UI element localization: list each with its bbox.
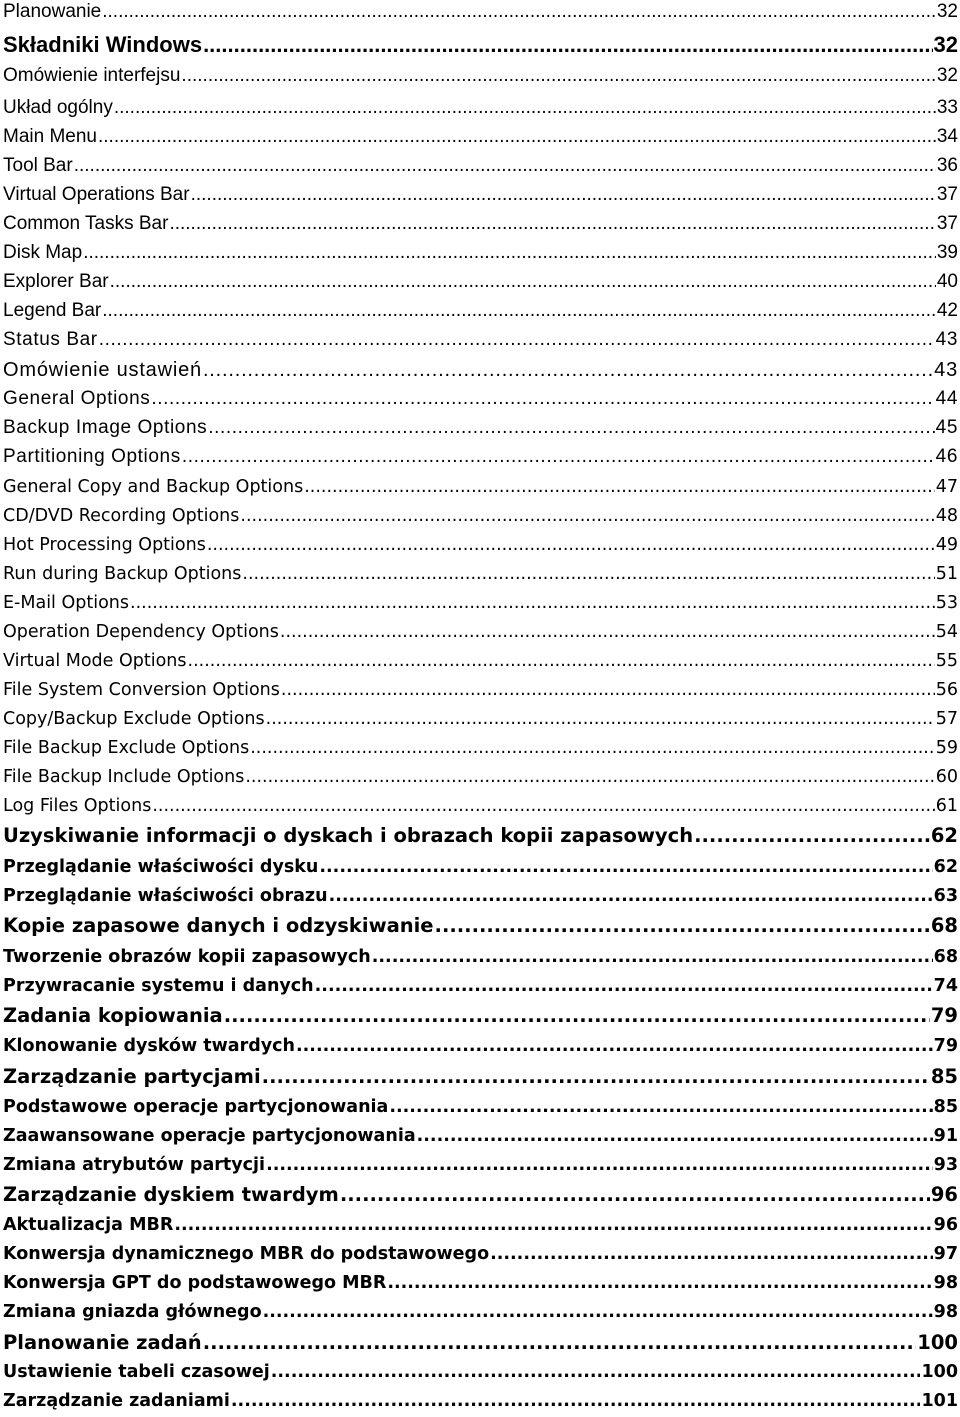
toc-entry[interactable]: [3, 63, 958, 89]
dot-leader: [130, 590, 935, 616]
dot-leader: [417, 1123, 933, 1149]
toc-entry[interactable]: [3, 356, 958, 384]
dot-leader: [207, 532, 935, 558]
toc-entry[interactable]: [3, 735, 958, 761]
dot-leader: [490, 1241, 933, 1267]
toc-entry-title: Log Files Options: [3, 796, 152, 816]
dot-leader: [102, 298, 936, 324]
toc-entry-title: File System Conversion Options: [3, 680, 280, 700]
toc-entry-page-number: 54: [935, 622, 958, 642]
dot-leader: [271, 1359, 921, 1385]
toc-entry[interactable]: [3, 532, 958, 558]
toc-entry-title: Zmiana gniazda głównego: [3, 1302, 262, 1322]
toc-entry-title: Ustawienie tabeli czasowej: [3, 1362, 270, 1382]
toc-entry[interactable]: [3, 944, 958, 970]
toc-entry-page-number: 37: [936, 213, 958, 234]
toc-entry-page-number: 39: [936, 242, 958, 263]
dot-leader: [389, 1094, 932, 1120]
toc-entry-title: Zarządzanie zadaniami: [3, 1391, 230, 1411]
dot-leader: [191, 182, 936, 208]
toc-entry-page-number: 62: [930, 824, 958, 847]
toc-entry-title: Operation Dependency Options: [3, 622, 279, 642]
toc-entry[interactable]: [3, 298, 958, 324]
toc-entry-title: Klonowanie dysków twardych: [3, 1036, 295, 1056]
toc-entry[interactable]: [3, 1359, 958, 1385]
dot-leader: [694, 822, 930, 850]
dot-leader: [262, 1063, 930, 1091]
toc-entry[interactable]: [3, 1329, 958, 1357]
toc-entry-page-number: 96: [930, 1183, 958, 1206]
toc-entry[interactable]: [3, 0, 958, 25]
toc-entry[interactable]: [3, 30, 958, 60]
toc-entry-page-number: 47: [935, 477, 958, 497]
toc-entry-title: Planowanie: [3, 1, 102, 22]
toc-entry-page-number: 32: [936, 65, 958, 86]
toc-entry-page-number: 85: [933, 1097, 958, 1117]
dot-leader: [242, 561, 934, 587]
toc-entry-title: Zadania kopiowania: [3, 1004, 223, 1027]
toc-entry[interactable]: [3, 619, 958, 645]
dot-leader: [98, 124, 936, 150]
dot-leader: [296, 1033, 933, 1059]
toc-entry-page-number: 98: [933, 1273, 958, 1293]
dot-leader: [266, 706, 935, 732]
toc-entry-title: Tool Bar: [3, 155, 73, 176]
toc-entry-page-number: 36: [936, 155, 958, 176]
toc-entry-title: CD/DVD Recording Options: [3, 506, 240, 526]
toc-entry[interactable]: [3, 1123, 958, 1149]
toc-entry-page-number: 61: [935, 796, 958, 816]
toc-entry[interactable]: [3, 912, 958, 940]
dot-leader: [315, 973, 933, 999]
toc-entry-page-number: 57: [935, 709, 958, 729]
toc-entry-title: Main Menu: [3, 126, 97, 147]
toc-entry[interactable]: [3, 1063, 958, 1091]
toc-entry-page-number: 53: [935, 593, 958, 613]
dot-leader: [174, 1212, 932, 1238]
dot-leader: [329, 883, 933, 909]
toc-entry-page-number: 43: [935, 329, 958, 350]
toc-entry-title: Uzyskiwanie informacji o dyskach i obrazach kopii zapasowych: [3, 824, 694, 847]
toc-entry-page-number: 48: [935, 506, 958, 526]
toc-entry-page-number: 45: [935, 417, 958, 438]
toc-entry[interactable]: [3, 706, 958, 732]
toc-entry[interactable]: [3, 854, 958, 880]
dot-leader: [99, 327, 935, 353]
toc-entry-page-number: 55: [935, 651, 958, 671]
toc-entry[interactable]: [3, 503, 958, 529]
toc-entry[interactable]: [3, 1270, 958, 1296]
toc-entry-page-number: 43: [934, 359, 958, 381]
toc-entry-title: Copy/Backup Exclude Options: [3, 709, 265, 729]
toc-entry-page-number: 46: [935, 446, 958, 467]
toc-entry-title: Legend Bar: [3, 300, 102, 321]
toc-entry[interactable]: [3, 1388, 958, 1414]
toc-entry[interactable]: [3, 1094, 958, 1120]
toc-entry[interactable]: [3, 1299, 958, 1325]
toc-entry-title: Podstawowe operacje partycjonowania: [3, 1097, 389, 1117]
toc-entry[interactable]: [3, 822, 958, 850]
dot-leader: [435, 912, 930, 940]
dot-leader: [151, 386, 934, 412]
toc-entry-page-number: 101: [921, 1391, 958, 1411]
toc-entry-page-number: 100: [921, 1362, 958, 1382]
toc-entry-page-number: 96: [933, 1215, 958, 1235]
toc-entry-page-number: 51: [935, 564, 958, 584]
toc-entry-title: Konwersja dynamicznego MBR do podstawowego: [3, 1244, 490, 1264]
toc-entry-page-number: 59: [935, 738, 958, 758]
dot-leader: [224, 1002, 930, 1030]
toc-entry-title: Przywracanie systemu i danych: [3, 976, 314, 996]
toc-entry-title: Układ ogólny: [3, 97, 113, 118]
toc-entry-title: Przeglądanie właściwości obrazu: [3, 886, 328, 906]
toc-entry-page-number: 34: [936, 126, 958, 147]
dot-leader: [188, 648, 935, 674]
toc-entry-page-number: 68: [933, 947, 958, 967]
dot-leader: [208, 415, 934, 441]
dot-leader: [372, 944, 933, 970]
toc-entry[interactable]: [3, 269, 958, 295]
toc-entry-title: Zarządzanie dyskiem twardym: [3, 1183, 339, 1206]
toc-entry-title: Status Bar: [3, 329, 98, 350]
toc-entry[interactable]: [3, 415, 958, 441]
toc-entry[interactable]: [3, 973, 958, 999]
dot-leader: [110, 269, 936, 295]
toc-entry-title: Konwersja GPT do podstawowego MBR: [3, 1273, 387, 1293]
toc-entry-page-number: 40: [936, 271, 958, 292]
dot-leader: [266, 1152, 933, 1178]
dot-leader: [231, 1388, 921, 1414]
dot-leader: [240, 503, 934, 529]
toc-entry-page-number: 32: [936, 1, 958, 22]
toc-entry-page-number: 85: [930, 1065, 958, 1088]
toc-entry-page-number: 62: [933, 857, 958, 877]
dot-leader: [181, 63, 935, 89]
dot-leader: [83, 240, 936, 266]
toc-entry[interactable]: [3, 764, 958, 790]
dot-leader: [182, 444, 935, 470]
toc-entry-title: Zmiana atrybutów partycji: [3, 1155, 266, 1175]
toc-entry-page-number: 44: [935, 388, 958, 409]
dot-leader: [250, 735, 935, 761]
toc-entry-page-number: 68: [930, 914, 958, 937]
toc-entry-title: Disk Map: [3, 242, 83, 263]
toc-entry[interactable]: [3, 1002, 958, 1030]
toc-entry-title: Virtual Operations Bar: [3, 184, 190, 205]
dot-leader: [114, 95, 936, 121]
toc-entry-title: Składniki Windows: [3, 32, 203, 57]
toc-entry-title: Virtual Mode Options: [3, 651, 187, 671]
toc-entry-title: Partitioning Options: [3, 446, 181, 467]
toc-entry-title: File Backup Include Options: [3, 767, 245, 787]
toc-entry-page-number: 98: [933, 1302, 958, 1322]
dot-leader: [102, 0, 936, 25]
toc-entry[interactable]: [3, 1212, 958, 1238]
dot-leader: [281, 677, 935, 703]
toc-entry-page-number: 63: [933, 886, 958, 906]
toc-entry-page-number: 60: [935, 767, 958, 787]
dot-leader: [203, 1329, 917, 1357]
toc-entry[interactable]: [3, 211, 958, 237]
toc-entry-title: Kopie zapasowe danych i odzyskiwanie: [3, 914, 434, 937]
toc-entry-page-number: 32: [933, 32, 958, 57]
toc-entry-page-number: 79: [930, 1004, 958, 1027]
toc-entry-title: Common Tasks Bar: [3, 213, 169, 234]
toc-entry[interactable]: [3, 240, 958, 266]
toc-entry-page-number: 79: [933, 1036, 958, 1056]
toc-entry[interactable]: [3, 1181, 958, 1209]
toc-entry-title: Aktualizacja MBR: [3, 1215, 174, 1235]
toc-entry[interactable]: [3, 590, 958, 616]
toc-entry-page-number: 100: [917, 1331, 958, 1354]
toc-entry-page-number: 49: [935, 535, 958, 555]
toc-entry[interactable]: [3, 1152, 958, 1178]
toc-entry[interactable]: [3, 883, 958, 909]
toc-entry[interactable]: [3, 444, 958, 470]
toc-entry-title: E-Mail Options: [3, 593, 130, 613]
dot-leader: [245, 764, 934, 790]
toc-entry-title: General Options: [3, 388, 151, 409]
toc-entry[interactable]: [3, 677, 958, 703]
toc-entry-title: Tworzenie obrazów kopii zapasowych: [3, 947, 371, 967]
dot-leader: [304, 474, 935, 500]
toc-entry[interactable]: [3, 1241, 958, 1267]
toc-entry-title: Omówienie interfejsu: [3, 65, 181, 86]
toc-entry-page-number: 56: [935, 680, 958, 700]
toc-entry-page-number: 37: [936, 184, 958, 205]
toc-entry-title: Explorer Bar: [3, 271, 109, 292]
toc-entry-page-number: 74: [933, 976, 958, 996]
toc-entry-title: General Copy and Backup Options: [3, 477, 304, 497]
toc-entry[interactable]: [3, 474, 958, 500]
toc-entry[interactable]: [3, 648, 958, 674]
toc-entry-page-number: 97: [933, 1244, 958, 1264]
toc-entry[interactable]: [3, 1033, 958, 1059]
dot-leader: [263, 1299, 933, 1325]
toc-entry-page-number: 33: [936, 97, 958, 118]
toc-entry-title: Backup Image Options: [3, 417, 208, 438]
toc-entry-title: Zaawansowane operacje partycjonowania: [3, 1126, 416, 1146]
dot-leader: [387, 1270, 932, 1296]
toc-entry-title: File Backup Exclude Options: [3, 738, 250, 758]
dot-leader: [280, 619, 935, 645]
toc-entry[interactable]: [3, 182, 958, 208]
toc-entry-page-number: 91: [933, 1126, 958, 1146]
dot-leader: [203, 30, 932, 60]
toc-entry[interactable]: [3, 327, 958, 353]
toc-entry[interactable]: [3, 793, 958, 819]
toc-entry[interactable]: [3, 153, 958, 179]
toc-entry[interactable]: [3, 386, 958, 412]
dot-leader: [203, 356, 933, 384]
toc-entry-title: Omówienie ustawień: [3, 359, 202, 381]
toc-entry-title: Run during Backup Options: [3, 564, 242, 584]
toc-entry[interactable]: [3, 124, 958, 150]
toc-entry-title: Przeglądanie właściwości dysku: [3, 857, 319, 877]
dot-leader: [169, 211, 935, 237]
toc-entry[interactable]: [3, 561, 958, 587]
toc-entry-title: Zarządzanie partycjami: [3, 1065, 261, 1088]
toc-entry-title: Hot Processing Options: [3, 535, 206, 555]
toc-entry[interactable]: [3, 95, 958, 121]
dot-leader: [152, 793, 934, 819]
dot-leader: [340, 1181, 930, 1209]
toc-entry-page-number: 42: [936, 300, 958, 321]
toc-entry-page-number: 93: [933, 1155, 958, 1175]
dot-leader: [319, 854, 932, 880]
dot-leader: [74, 153, 936, 179]
toc-entry-title: Planowanie zadań: [3, 1331, 202, 1354]
